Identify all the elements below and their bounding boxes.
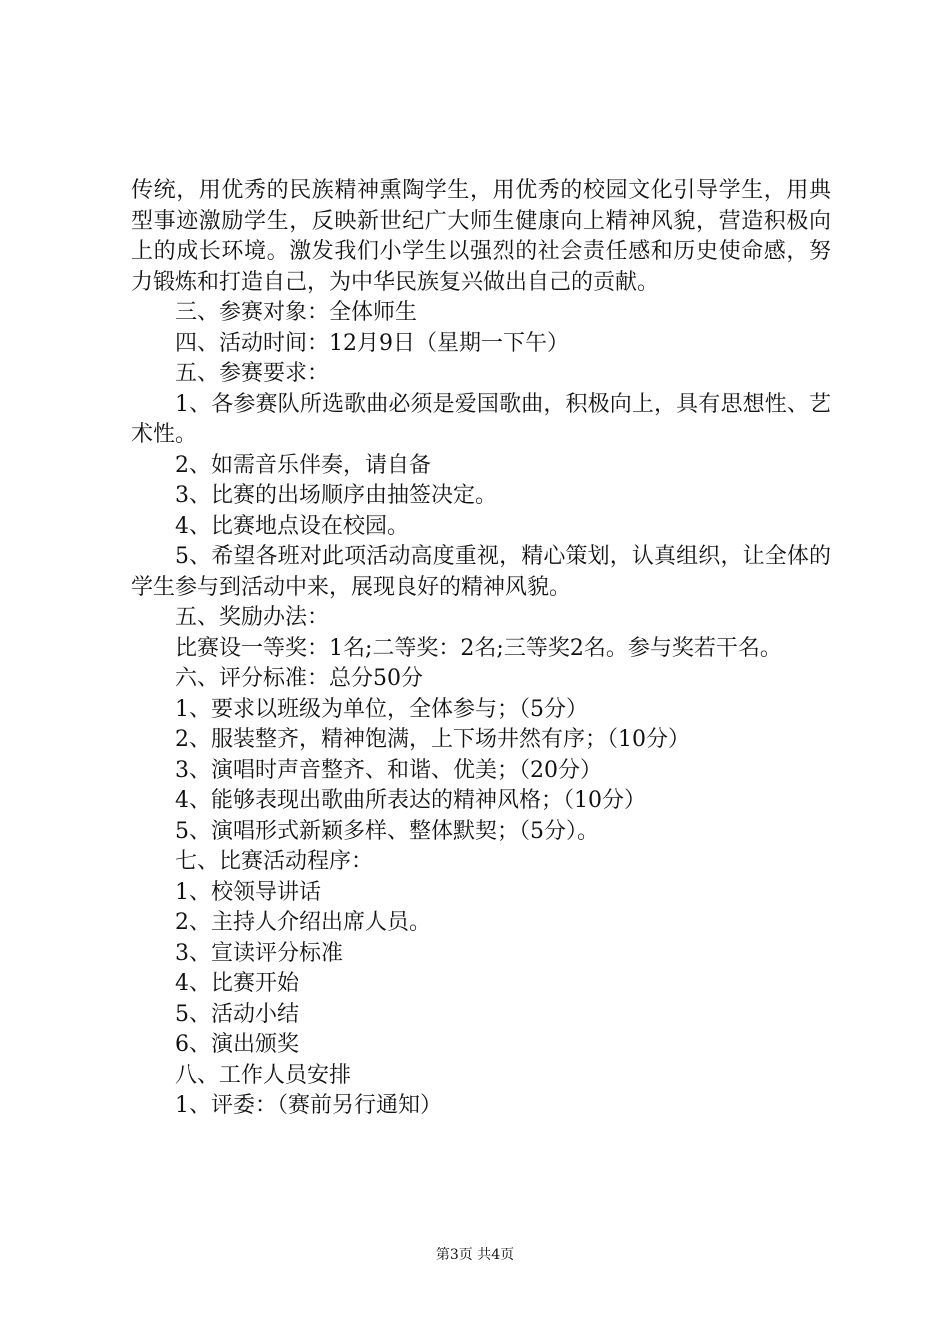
section-scoring-heading: 六、评分标准：总分50分 [175,666,423,691]
requirement-item: 1、各参赛队所选歌曲必须是爱国歌曲，积极向上，具有思想性、艺术性。 [131,391,831,447]
procedure-item: 5、活动小结 [175,1001,299,1027]
section-participants: 三、参赛对象：全体师生 [175,300,418,325]
scoring-item: 2、服装整齐，精神饱满，上下场井然有序；（10分） [175,727,690,752]
scoring-item: 1、要求以班级为单位，全体参与；（5分） [175,696,588,722]
staff-item: 1、评委：（赛前另行通知） [175,1093,442,1118]
section-awards-heading: 五、奖励办法： [175,605,330,630]
awards-text: 比赛设一等奖：1名;二等奖：2名;三等奖2名。参与奖若干名。 [175,635,782,661]
page-footer: 第3页 共4页 [435,1247,515,1263]
procedure-item: 1、校领导讲话 [175,879,321,905]
procedure-item: 6、演出颁奖 [175,1032,299,1057]
section-procedure-heading: 七、比赛活动程序： [175,849,374,874]
requirement-item: 4、比赛地点设在校园。 [175,513,409,539]
section-time: 四、活动时间：12月9日（星期一下午） [175,330,569,356]
intro-paragraph: 传统，用优秀的民族精神熏陶学生，用优秀的校园文化引导学生，用典型事迹激励学生，反映新世纪广大师生健康向上精神风貌，营造积极向上的成长环境。激发我们小学生以强烈的社会责任感和历史使命感，努力锻炼和打造自己，为中华民族复兴做出自己的贡献。 [131,178,831,295]
procedure-item: 4、比赛开始 [175,971,299,996]
scoring-item: 3、演唱时声音整齐、和谐、优美；（20分） [175,757,602,783]
procedure-item: 3、宣读评分标准 [175,940,343,966]
section-requirements-heading: 五、参赛要求： [175,361,330,386]
requirement-item: 2、如需音乐伴奏，请自备 [175,452,431,478]
section-staff-heading: 八、工作人员安排 [175,1062,352,1088]
requirement-item: 3、比赛的出场顺序由抽签决定。 [175,483,497,508]
document-body [131,176,831,1122]
requirement-item: 5、希望各班对此项活动高度重视，精心策划，认真组织，让全体的学生参与到活动中来，展现良好的精神风貌。 [131,544,831,600]
scoring-item: 5、演唱形式新颖多样、整体默契；（5分）。 [175,818,599,844]
procedure-item: 2、主持人介绍出席人员。 [175,910,431,935]
scoring-item: 4、能够表现出歌曲所表达的精神风格；（10分） [175,788,646,813]
